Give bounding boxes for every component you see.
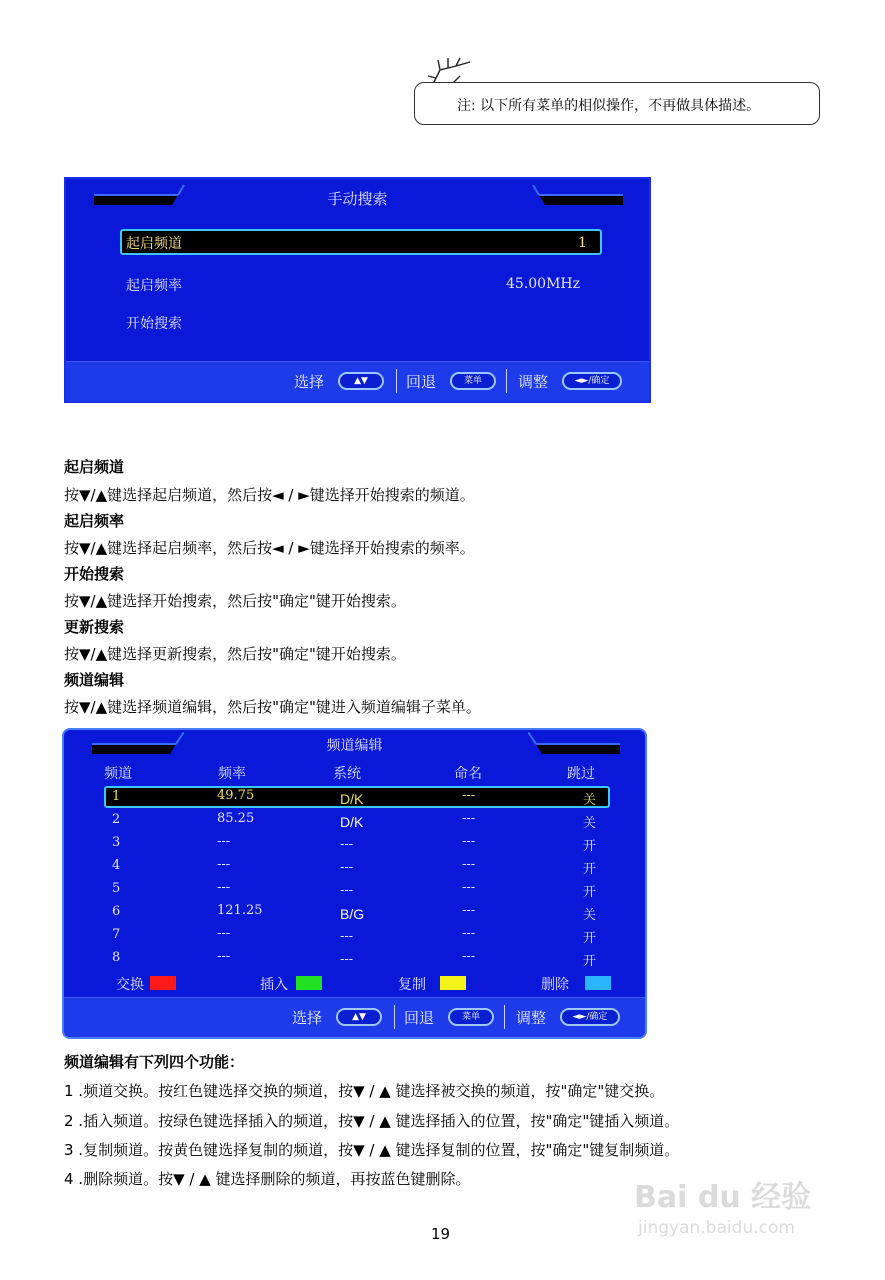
column-header-skip: 跳过 (567, 766, 595, 782)
frequency-value: --- (217, 834, 231, 849)
footer-divider (504, 1005, 505, 1029)
system-value: --- (340, 929, 354, 944)
footer-adjust-label: 调整 (516, 1009, 547, 1027)
baidu-jingyan-watermark (620, 1168, 860, 1248)
green-swatch (296, 976, 322, 990)
skip-value: 关 (583, 908, 597, 923)
channel-number[interactable]: 6 (112, 904, 121, 919)
menu-title: 手动搜索 (327, 190, 388, 208)
system-value: B/G (340, 906, 365, 922)
menu-key-hint: 菜单 (450, 372, 496, 390)
select-key-hint: ▲▼ (338, 372, 384, 390)
section-text: 按▼/▲键选择起启频率，然后按◄ / ►键选择开始搜索的频率。 (64, 539, 475, 557)
yellow-swatch (440, 976, 466, 990)
skip-value: 关 (583, 793, 597, 808)
name-value: --- (462, 857, 476, 872)
section-text: 按▼/▲键选择频道编辑，然后按"确定"键进入频道编辑子菜单。 (64, 698, 481, 716)
skip-value: 关 (583, 816, 597, 831)
delete-label: 删除 (541, 977, 569, 993)
section-heading: 起启频率 (64, 512, 125, 530)
function-item: 3 .复制频道。按黄色键选择复制的频道，按▼ / ▲ 键选择复制的位置，按"确定"键复制频道。 (64, 1141, 680, 1159)
note-callout (414, 82, 820, 125)
footer-select-label: 选择 (292, 1009, 323, 1027)
channel-number[interactable]: 8 (112, 950, 121, 965)
section-heading: 开始搜索 (64, 565, 125, 583)
channel-number[interactable]: 1 (112, 789, 121, 804)
selection-highlight (120, 229, 602, 255)
system-value: --- (340, 952, 354, 967)
section-text: 按▼/▲键选择开始搜索，然后按"确定"键开始搜索。 (64, 592, 406, 610)
footer-divider (396, 369, 397, 393)
menu-footer (64, 997, 645, 1037)
section-heading: 起启频道 (64, 458, 125, 476)
name-value: --- (462, 811, 476, 826)
functions-heading: 频道编辑有下列四个功能： (64, 1053, 245, 1071)
blue-swatch (585, 976, 611, 990)
footer-adjust-label: 调整 (518, 373, 549, 391)
menu-footer (66, 361, 649, 401)
function-item: 1 .频道交换。按红色键选择交换的频道，按▼ / ▲ 键选择被交换的频道，按"确定"键交换。 (64, 1082, 665, 1100)
insert-label: 插入 (260, 977, 288, 993)
footer-divider (394, 1005, 395, 1029)
copy-label: 复制 (398, 977, 426, 993)
frequency-value: --- (217, 880, 231, 895)
frequency-value: 85.25 (217, 811, 255, 826)
system-value: --- (340, 883, 354, 898)
name-value: --- (462, 926, 476, 941)
function-item: 2 .插入频道。按绿色键选择插入的频道，按▼ / ▲ 键选择插入的位置，按"确定"键插入频道。 (64, 1112, 680, 1130)
column-header-name: 命名 (454, 766, 482, 782)
name-value: --- (462, 788, 476, 803)
channel-edit-menu (62, 728, 647, 1039)
footer-back-label: 回退 (406, 373, 437, 391)
note-text: 注: 以下所有菜单的相似操作，不再做具体描述。 (457, 98, 761, 114)
name-value: --- (462, 903, 476, 918)
system-value: D/K (340, 791, 364, 807)
section-heading: 频道编辑 (64, 671, 125, 689)
system-value: D/K (340, 814, 364, 830)
channel-number[interactable]: 5 (112, 881, 121, 896)
column-header-frequency: 频率 (218, 766, 246, 782)
section-text: 按▼/▲键选择更新搜索，然后按"确定"键开始搜索。 (64, 645, 406, 663)
adjust-key-hint: ◄►/确定 (560, 1008, 620, 1026)
manual-search-menu (64, 177, 651, 403)
channel-number[interactable]: 4 (112, 858, 121, 873)
name-value: --- (462, 880, 476, 895)
start-channel-label[interactable]: 起启频道 (126, 236, 182, 252)
channel-number[interactable]: 7 (112, 927, 121, 942)
menu-title: 频道编辑 (326, 738, 383, 754)
start-frequency-value: 45.00MHz (506, 276, 580, 292)
function-item: 4 .删除频道。按▼ / ▲ 键选择删除的频道，再按蓝色键删除。 (64, 1170, 471, 1188)
skip-value: 开 (583, 954, 597, 969)
footer-back-label: 回退 (404, 1009, 435, 1027)
skip-value: 开 (583, 931, 597, 946)
start-search-label[interactable]: 开始搜索 (126, 316, 182, 332)
name-value: --- (462, 949, 476, 964)
select-key-hint: ▲▼ (336, 1008, 382, 1026)
menu-key-hint: 菜单 (448, 1008, 494, 1026)
skip-value: 开 (583, 839, 597, 854)
red-swatch (150, 976, 176, 990)
column-header-channel: 频道 (104, 766, 132, 782)
channel-number[interactable]: 2 (112, 812, 121, 827)
page-number: 19 (431, 1225, 451, 1243)
watermark-url: jingyan.baidu.com (638, 1218, 795, 1238)
start-frequency-label[interactable]: 起启频率 (126, 278, 182, 294)
footer-divider (506, 369, 507, 393)
skip-value: 开 (583, 885, 597, 900)
frequency-value: --- (217, 926, 231, 941)
frequency-value: --- (217, 949, 231, 964)
swap-label: 交换 (116, 977, 144, 993)
start-channel-value: 1 (578, 235, 587, 251)
footer-select-label: 选择 (294, 373, 325, 391)
channel-number[interactable]: 3 (112, 835, 121, 850)
adjust-key-hint: ◄►/确定 (562, 372, 622, 390)
section-heading: 更新搜索 (64, 618, 125, 636)
skip-value: 开 (583, 862, 597, 877)
column-header-system: 系统 (333, 766, 361, 782)
frequency-value: 49.75 (217, 788, 255, 803)
name-value: --- (462, 834, 476, 849)
frequency-value: 121.25 (217, 903, 263, 918)
system-value: --- (340, 837, 354, 852)
system-value: --- (340, 860, 354, 875)
section-text: 按▼/▲键选择起启频道，然后按◄ / ►键选择开始搜索的频道。 (64, 486, 475, 504)
watermark-brand: Bai du 经验 (634, 1180, 812, 1215)
frequency-value: --- (217, 857, 231, 872)
